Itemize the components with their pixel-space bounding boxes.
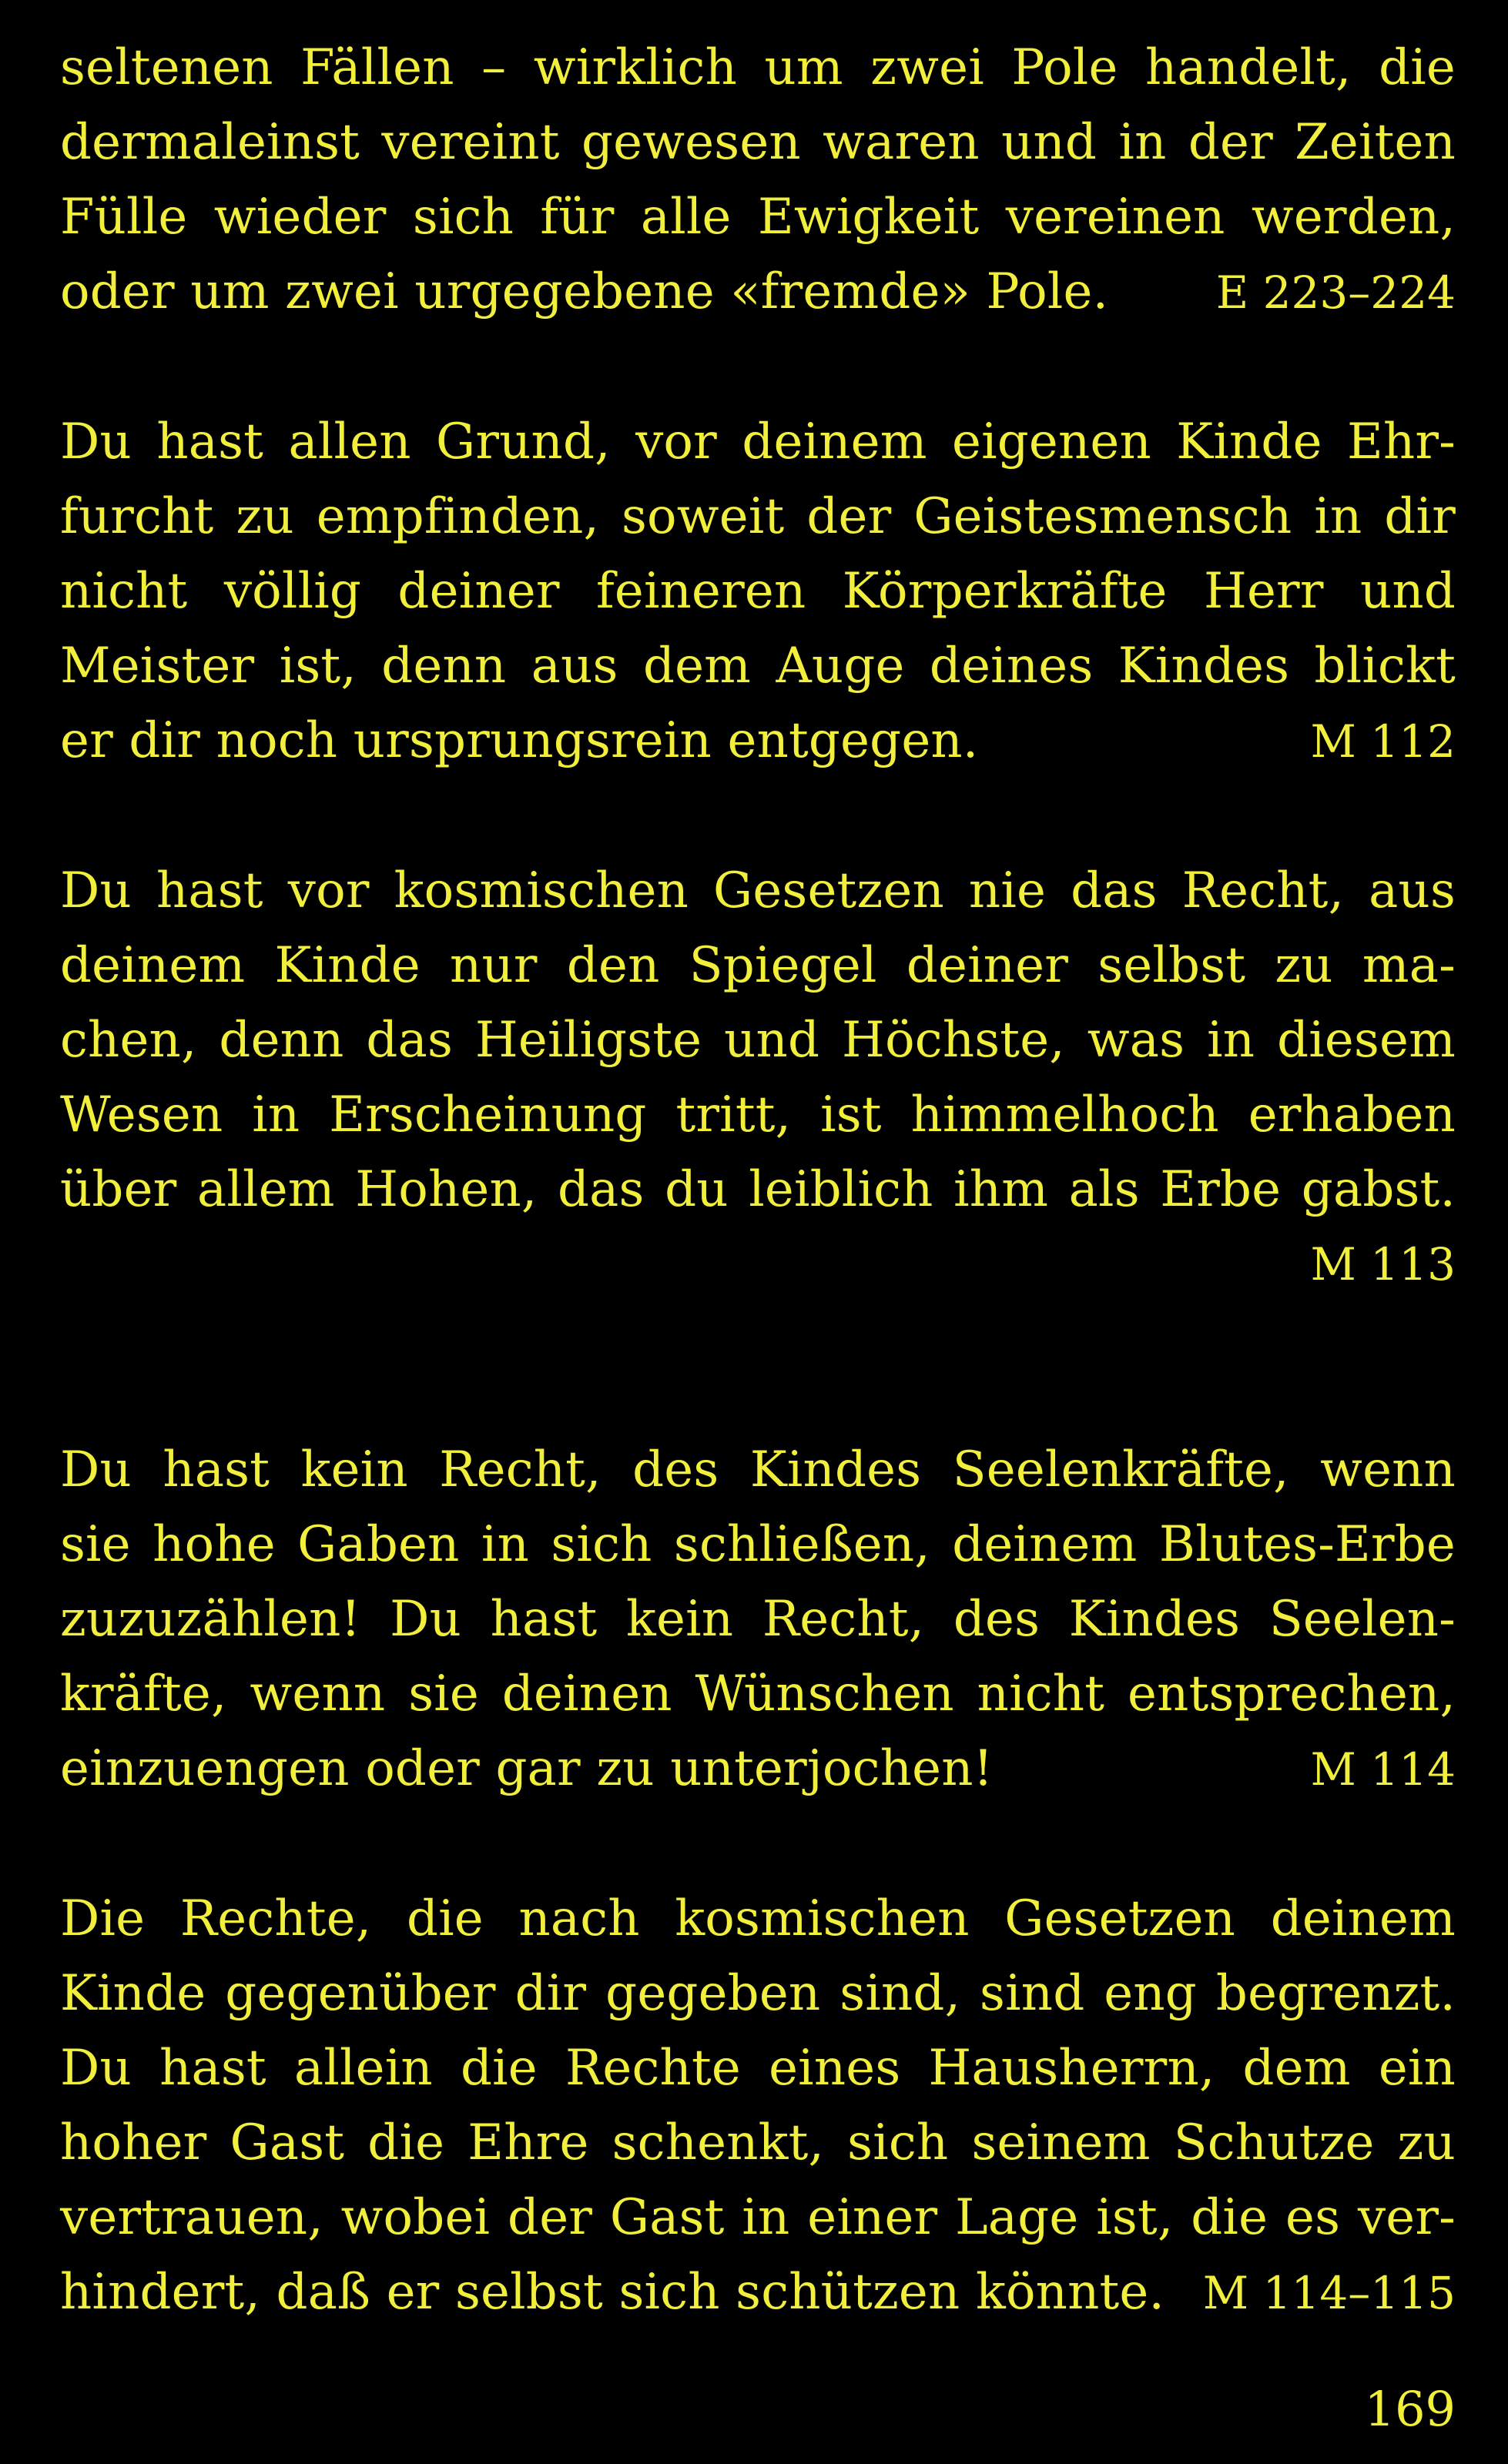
text-line-with-reference (60, 2255, 1456, 2330)
paragraph-spacer (60, 330, 1456, 405)
text-line: Kinde gegenüber dir gegeben sind, sind eng begrenzt. (60, 1965, 1456, 2022)
text-line: hoher Gast die Ehre schenkt, sich seinem Schutze zu (60, 2114, 1456, 2171)
text-line: Meister ist, denn aus dem Auge deines Kindes blickt (60, 638, 1456, 695)
text-line: einzuengen oder gar zu unterjochen! (60, 1740, 994, 1797)
text-line: über allem Hohen, das du leiblich ihm als Erbe gabst. (60, 1161, 1456, 1218)
text-line: oder um zwei urgegebene «fremde» Pole. (60, 263, 1109, 320)
text-line: dermaleinst vereint gewesen waren und in der Zeiten (60, 114, 1456, 171)
text-line: furcht zu empfinden, soweit der Geistesmensch in dir (60, 488, 1456, 545)
text-line: Du hast allein die Rechte eines Hausherrn, dem ein (60, 2040, 1456, 2097)
source-reference: M 114–115 (1202, 2267, 1456, 2319)
text-line: Die Rechte, die nach kosmischen Gesetzen deinem (60, 1890, 1456, 1947)
page-number: 169 (1364, 2381, 1456, 2437)
paragraph-4 (60, 1433, 1456, 1806)
paragraph-3 (60, 854, 1456, 1302)
paragraph-2 (60, 405, 1456, 778)
text-line: nicht völlig deiner feineren Körperkräfte Herr und (60, 563, 1456, 620)
paragraph-spacer (60, 778, 1456, 854)
paragraph-1 (60, 31, 1456, 330)
book-page (60, 31, 1456, 2330)
text-line: Du hast allen Grund, vor deinem eigenen Kinde Ehr- (60, 413, 1456, 470)
text-line: chen, denn das Heiligste und Höchste, was in diesem (60, 1012, 1456, 1069)
text-line: Du hast vor kosmischen Gesetzen nie das Recht, aus (60, 862, 1456, 919)
text-line: Du hast kein Recht, des Kindes Seelenkräfte, wenn (60, 1441, 1456, 1498)
paragraph-spacer (60, 1302, 1456, 1433)
source-reference: M 114 (1310, 1743, 1456, 1796)
text-line-with-reference (60, 1732, 1456, 1806)
text-line: sie hohe Gaben in sich schließen, deinem Blutes-Erbe (60, 1516, 1456, 1573)
text-line: seltenen Fällen – wirklich um zwei Pole handelt, die (60, 39, 1456, 96)
text-line-with-reference (60, 255, 1456, 330)
source-reference: E 223–224 (1215, 266, 1456, 319)
source-reference: M 113 (1310, 1238, 1456, 1291)
text-line: kräfte, wenn sie deinen Wünschen nicht entsprechen, (60, 1666, 1456, 1722)
text-line: hindert, daß er selbst sich schützen könnte. (60, 2264, 1165, 2321)
text-line: Fülle wieder sich für alle Ewigkeit vereinen werden, (60, 189, 1456, 246)
paragraph-5 (60, 1882, 1456, 2330)
text-line: er dir noch ursprungsrein entgegen. (60, 712, 979, 769)
text-line: Wesen in Erscheinung tritt, ist himmelhoch erhaben (60, 1086, 1456, 1143)
text-line: vertrauen, wobei der Gast in einer Lage ist, die es ver- (60, 2189, 1456, 2246)
text-line: zuzuzählen! Du hast kein Recht, des Kindes Seelen- (60, 1591, 1456, 1648)
source-reference: M 112 (1310, 715, 1456, 768)
text-line: deinem Kinde nur den Spiegel deiner selbst zu ma- (60, 937, 1456, 994)
text-line-with-reference (60, 704, 1456, 778)
paragraph-spacer (60, 1806, 1456, 1882)
